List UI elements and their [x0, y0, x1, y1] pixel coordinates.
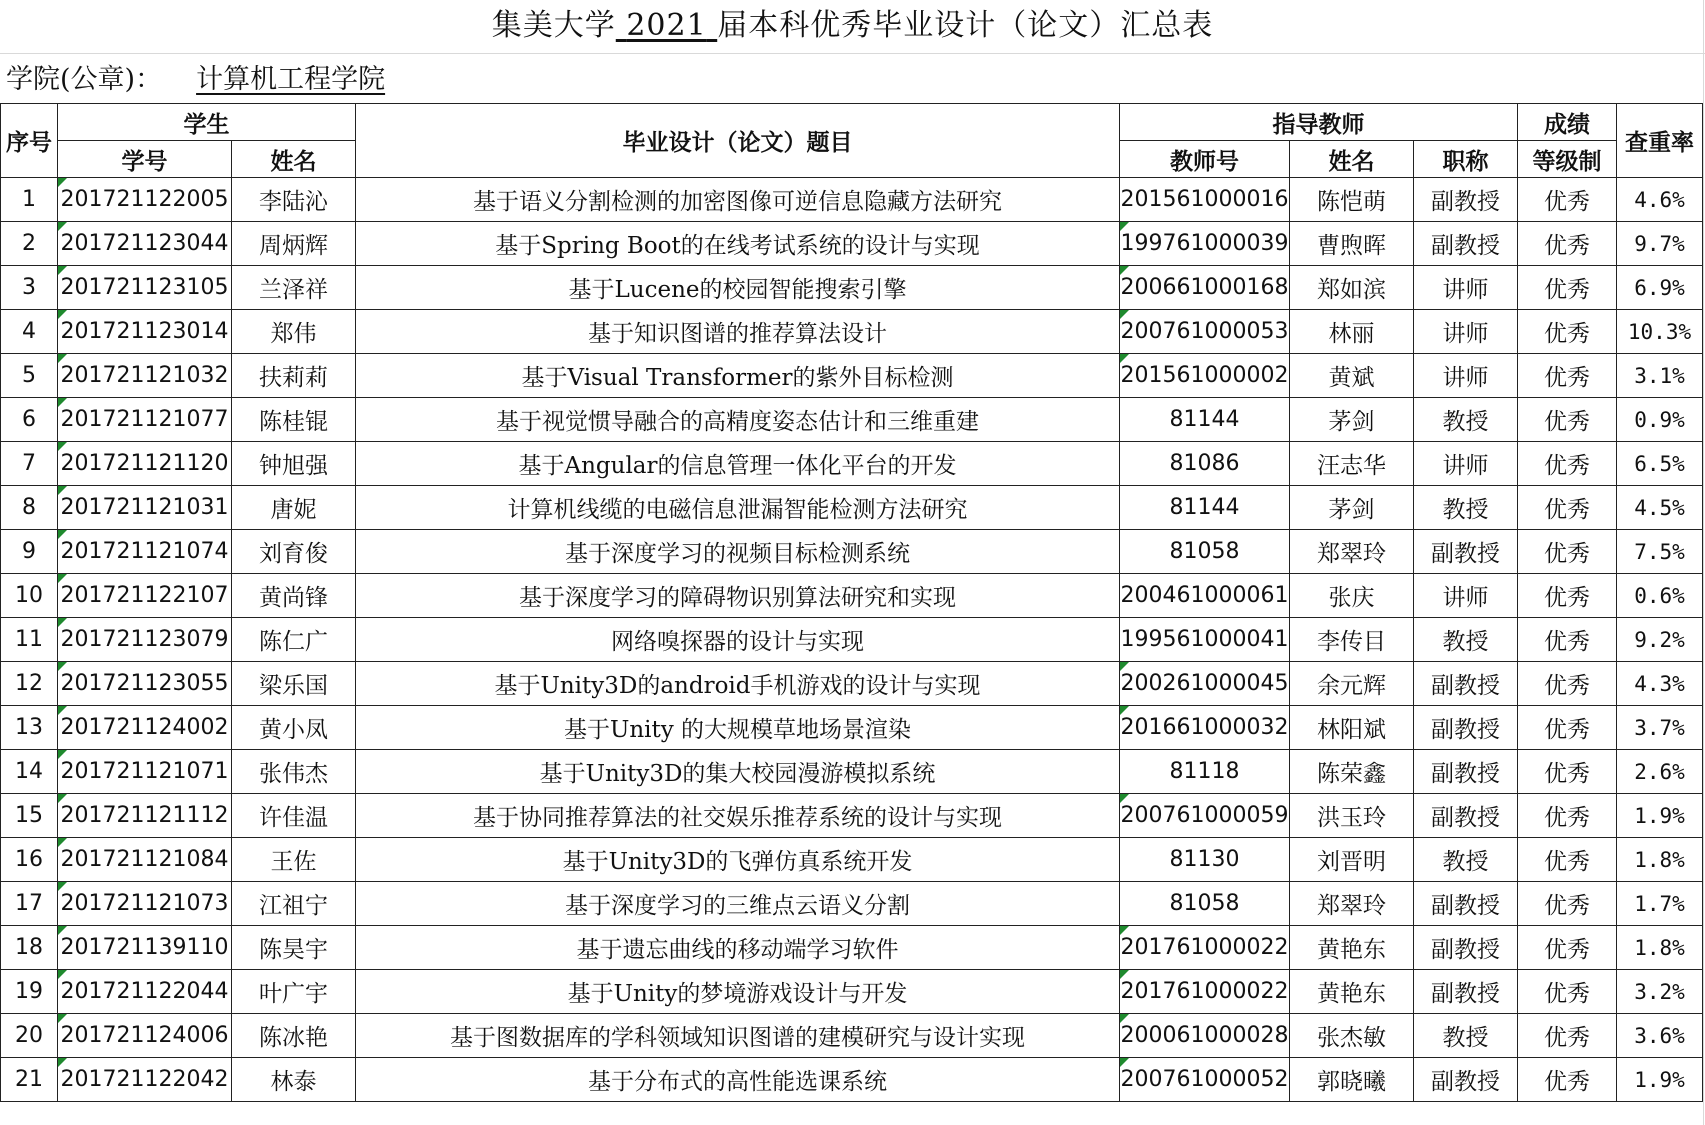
cell-similarity: 1.8%	[1617, 926, 1703, 970]
cell-student-id: 201721124006	[58, 1014, 232, 1058]
cell-student-name: 黄尚锋	[232, 574, 356, 618]
cell-student-name: 梁乐国	[232, 662, 356, 706]
cell-advisor-id: 200761000059	[1120, 794, 1290, 838]
cell-student-name: 叶广宇	[232, 970, 356, 1014]
cell-thesis-title: 基于深度学习的障碍物识别算法研究和实现	[356, 574, 1120, 618]
header-thesis-title: 毕业设计（论文）题目	[356, 104, 1120, 178]
title-year	[616, 8, 717, 43]
cell-student-id: 201721123105	[58, 266, 232, 310]
cell-grade: 优秀	[1518, 354, 1617, 398]
cell-advisor-name: 郑翠玲	[1290, 530, 1414, 574]
cell-similarity: 2.6%	[1617, 750, 1703, 794]
cell-advisor-name: 曹煦晖	[1290, 222, 1414, 266]
cell-student-id: 201721122107	[58, 574, 232, 618]
cell-advisor-rank: 讲师	[1414, 266, 1518, 310]
cell-advisor-rank: 副教授	[1414, 882, 1518, 926]
table-row	[1, 530, 1703, 574]
cell-grade: 优秀	[1518, 266, 1617, 310]
cell-advisor-rank: 副教授	[1414, 794, 1518, 838]
cell-grade: 优秀	[1518, 574, 1617, 618]
table-row	[1, 970, 1703, 1014]
cell-index: 12	[1, 662, 58, 706]
cell-grade: 优秀	[1518, 662, 1617, 706]
cell-index: 4	[1, 310, 58, 354]
header-grade-group: 成绩	[1518, 104, 1617, 141]
cell-advisor-name: 张庆	[1290, 574, 1414, 618]
cell-student-id: 201721121084	[58, 838, 232, 882]
cell-index: 14	[1, 750, 58, 794]
cell-grade: 优秀	[1518, 882, 1617, 926]
cell-advisor-rank: 副教授	[1414, 1058, 1518, 1102]
cell-advisor-name: 郑如滨	[1290, 266, 1414, 310]
cell-grade: 优秀	[1518, 618, 1617, 662]
cell-student-id: 201721121074	[58, 530, 232, 574]
cell-student-id: 201721121120	[58, 442, 232, 486]
cell-advisor-name: 刘晋明	[1290, 838, 1414, 882]
cell-similarity: 10.3%	[1617, 310, 1703, 354]
cell-grade: 优秀	[1518, 706, 1617, 750]
cell-advisor-rank: 教授	[1414, 618, 1518, 662]
cell-advisor-name: 茅剑	[1290, 398, 1414, 442]
table-row	[1, 178, 1703, 222]
summary-table	[0, 103, 1703, 1102]
cell-advisor-rank: 副教授	[1414, 178, 1518, 222]
cell-grade: 优秀	[1518, 1014, 1617, 1058]
cell-similarity: 1.7%	[1617, 882, 1703, 926]
cell-grade: 优秀	[1518, 794, 1617, 838]
cell-advisor-rank: 副教授	[1414, 750, 1518, 794]
cell-thesis-title: 基于图数据库的学科领域知识图谱的建模研究与设计实现	[356, 1014, 1120, 1058]
cell-index: 15	[1, 794, 58, 838]
header-student-id: 学号	[58, 141, 232, 178]
table-row	[1, 882, 1703, 926]
cell-similarity: 1.9%	[1617, 1058, 1703, 1102]
table-row	[1, 706, 1703, 750]
cell-advisor-name: 张杰敏	[1290, 1014, 1414, 1058]
cell-thesis-title: 基于视觉惯导融合的高精度姿态估计和三维重建	[356, 398, 1120, 442]
cell-student-name: 张伟杰	[232, 750, 356, 794]
cell-advisor-id: 81086	[1120, 442, 1290, 486]
cell-grade: 优秀	[1518, 530, 1617, 574]
cell-grade: 优秀	[1518, 442, 1617, 486]
cell-index: 2	[1, 222, 58, 266]
cell-thesis-title: 计算机线缆的电磁信息泄漏智能检测方法研究	[356, 486, 1120, 530]
cell-thesis-title: 基于Lucene的校园智能搜索引擎	[356, 266, 1120, 310]
cell-student-id: 201721121032	[58, 354, 232, 398]
cell-advisor-name: 黄艳东	[1290, 970, 1414, 1014]
cell-advisor-id: 200761000052	[1120, 1058, 1290, 1102]
cell-grade: 优秀	[1518, 926, 1617, 970]
cell-advisor-id: 200761000053	[1120, 310, 1290, 354]
cell-advisor-rank: 副教授	[1414, 222, 1518, 266]
header-advisor-id: 教师号	[1120, 141, 1290, 178]
cell-advisor-name: 林阳斌	[1290, 706, 1414, 750]
cell-advisor-name: 陈恺萌	[1290, 178, 1414, 222]
cell-thesis-title: 基于深度学习的视频目标检测系统	[356, 530, 1120, 574]
cell-thesis-title: 基于协同推荐算法的社交娱乐推荐系统的设计与实现	[356, 794, 1120, 838]
cell-advisor-id: 81144	[1120, 398, 1290, 442]
cell-advisor-rank: 副教授	[1414, 706, 1518, 750]
cell-index: 13	[1, 706, 58, 750]
cell-similarity: 4.6%	[1617, 178, 1703, 222]
cell-index: 20	[1, 1014, 58, 1058]
table-row	[1, 794, 1703, 838]
cell-thesis-title: 基于知识图谱的推荐算法设计	[356, 310, 1120, 354]
cell-advisor-id: 201761000022	[1120, 926, 1290, 970]
cell-grade: 优秀	[1518, 970, 1617, 1014]
header-student-group: 学生	[58, 104, 356, 141]
cell-grade: 优秀	[1518, 750, 1617, 794]
cell-student-name: 黄小凤	[232, 706, 356, 750]
cell-thesis-title: 基于语义分割检测的加密图像可逆信息隐藏方法研究	[356, 178, 1120, 222]
cell-advisor-id: 201761000022	[1120, 970, 1290, 1014]
cell-student-id: 201721124002	[58, 706, 232, 750]
cell-similarity: 4.5%	[1617, 486, 1703, 530]
cell-advisor-name: 陈荣鑫	[1290, 750, 1414, 794]
cell-similarity: 3.2%	[1617, 970, 1703, 1014]
cell-student-name: 陈仁广	[232, 618, 356, 662]
title-year-value: 2021	[626, 8, 707, 43]
cell-thesis-title: 基于Unity3D的android手机游戏的设计与实现	[356, 662, 1120, 706]
cell-similarity: 3.6%	[1617, 1014, 1703, 1058]
title-prefix: 集美大学	[491, 8, 616, 43]
cell-grade: 优秀	[1518, 1058, 1617, 1102]
cell-advisor-id: 200661000168	[1120, 266, 1290, 310]
cell-advisor-name: 李传目	[1290, 618, 1414, 662]
cell-student-id: 201721123055	[58, 662, 232, 706]
cell-advisor-id: 201661000032	[1120, 706, 1290, 750]
cell-student-name: 钟旭强	[232, 442, 356, 486]
cell-advisor-rank: 教授	[1414, 838, 1518, 882]
cell-student-id: 201721121112	[58, 794, 232, 838]
cell-student-name: 李陆沁	[232, 178, 356, 222]
cell-advisor-id: 81144	[1120, 486, 1290, 530]
cell-advisor-id: 81058	[1120, 882, 1290, 926]
header-grade-scale: 等级制	[1518, 141, 1617, 178]
cell-grade: 优秀	[1518, 178, 1617, 222]
table-body	[1, 178, 1703, 1102]
cell-student-name: 刘育俊	[232, 530, 356, 574]
table-row	[1, 1014, 1703, 1058]
cell-thesis-title: 基于Unity 的大规模草地场景渲染	[356, 706, 1120, 750]
cell-advisor-rank: 教授	[1414, 486, 1518, 530]
cell-student-name: 林泰	[232, 1058, 356, 1102]
cell-advisor-name: 郑翠玲	[1290, 882, 1414, 926]
cell-advisor-rank: 教授	[1414, 398, 1518, 442]
cell-advisor-id: 201561000016	[1120, 178, 1290, 222]
cell-similarity: 9.2%	[1617, 618, 1703, 662]
cell-student-name: 周炳辉	[232, 222, 356, 266]
cell-student-name: 陈桂锟	[232, 398, 356, 442]
sheet-gridline	[1703, 0, 1704, 1125]
header-similarity: 查重率	[1617, 104, 1703, 178]
cell-advisor-rank: 副教授	[1414, 970, 1518, 1014]
cell-student-id: 201721123079	[58, 618, 232, 662]
cell-student-id: 201721122005	[58, 178, 232, 222]
cell-student-id: 201721121073	[58, 882, 232, 926]
cell-similarity: 6.9%	[1617, 266, 1703, 310]
cell-thesis-title: 基于遗忘曲线的移动端学习软件	[356, 926, 1120, 970]
cell-advisor-id: 200461000061	[1120, 574, 1290, 618]
cell-index: 5	[1, 354, 58, 398]
cell-student-name: 王佐	[232, 838, 356, 882]
cell-advisor-rank: 副教授	[1414, 662, 1518, 706]
cell-advisor-name: 黄斌	[1290, 354, 1414, 398]
table-row	[1, 354, 1703, 398]
cell-advisor-rank: 副教授	[1414, 530, 1518, 574]
cell-index: 16	[1, 838, 58, 882]
cell-similarity: 1.8%	[1617, 838, 1703, 882]
cell-thesis-title: 基于Visual Transformer的紫外目标检测	[356, 354, 1120, 398]
cell-student-id: 201721121071	[58, 750, 232, 794]
cell-similarity: 6.5%	[1617, 442, 1703, 486]
title-suffix: 届本科优秀毕业设计（论文）汇总表	[717, 8, 1214, 43]
cell-similarity: 3.7%	[1617, 706, 1703, 750]
cell-advisor-name: 黄艳东	[1290, 926, 1414, 970]
cell-advisor-rank: 教授	[1414, 1014, 1518, 1058]
cell-thesis-title: 基于Angular的信息管理一体化平台的开发	[356, 442, 1120, 486]
table-row	[1, 574, 1703, 618]
cell-grade: 优秀	[1518, 398, 1617, 442]
cell-advisor-id: 81118	[1120, 750, 1290, 794]
cell-index: 7	[1, 442, 58, 486]
cell-student-id: 201721122042	[58, 1058, 232, 1102]
cell-advisor-rank: 讲师	[1414, 310, 1518, 354]
cell-student-id: 201721123044	[58, 222, 232, 266]
cell-similarity: 4.3%	[1617, 662, 1703, 706]
cell-similarity: 1.9%	[1617, 794, 1703, 838]
table-row	[1, 310, 1703, 354]
cell-index: 10	[1, 574, 58, 618]
header-row-1	[1, 104, 1703, 141]
table-row	[1, 750, 1703, 794]
cell-advisor-id: 200261000045	[1120, 662, 1290, 706]
cell-thesis-title: 基于Spring Boot的在线考试系统的设计与实现	[356, 222, 1120, 266]
cell-thesis-title: 基于Unity3D的飞弹仿真系统开发	[356, 838, 1120, 882]
college-line	[6, 60, 415, 100]
cell-similarity: 0.9%	[1617, 398, 1703, 442]
table-row	[1, 442, 1703, 486]
college-label: 学院(公章)：	[6, 64, 163, 95]
cell-student-name: 陈冰艳	[232, 1014, 356, 1058]
cell-advisor-name: 汪志华	[1290, 442, 1414, 486]
document-title	[0, 0, 1705, 52]
cell-thesis-title: 基于Unity的梦境游戏设计与开发	[356, 970, 1120, 1014]
table-row	[1, 618, 1703, 662]
cell-student-name: 许佳温	[232, 794, 356, 838]
header-index: 序号	[1, 104, 58, 178]
cell-student-name: 扶莉莉	[232, 354, 356, 398]
header-advisor-rank: 职称	[1414, 141, 1518, 178]
cell-grade: 优秀	[1518, 838, 1617, 882]
table-row	[1, 266, 1703, 310]
cell-advisor-name: 茅剑	[1290, 486, 1414, 530]
cell-student-name: 郑伟	[232, 310, 356, 354]
table-row	[1, 662, 1703, 706]
cell-advisor-id: 201561000002	[1120, 354, 1290, 398]
cell-thesis-title: 基于分布式的高性能选课系统	[356, 1058, 1120, 1102]
header-advisor-name: 姓名	[1290, 141, 1414, 178]
cell-similarity: 9.7%	[1617, 222, 1703, 266]
cell-advisor-id: 200061000028	[1120, 1014, 1290, 1058]
cell-student-name: 唐妮	[232, 486, 356, 530]
header-advisor-group: 指导教师	[1120, 104, 1518, 141]
cell-student-id: 201721121031	[58, 486, 232, 530]
cell-similarity: 0.6%	[1617, 574, 1703, 618]
cell-thesis-title: 基于Unity3D的集大校园漫游模拟系统	[356, 750, 1120, 794]
table-row	[1, 838, 1703, 882]
cell-advisor-id: 199561000041	[1120, 618, 1290, 662]
cell-index: 11	[1, 618, 58, 662]
cell-index: 8	[1, 486, 58, 530]
cell-advisor-name: 林丽	[1290, 310, 1414, 354]
cell-index: 3	[1, 266, 58, 310]
header-student-name: 姓名	[232, 141, 356, 178]
cell-student-name: 江祖宁	[232, 882, 356, 926]
title-divider	[0, 53, 1705, 54]
cell-similarity: 7.5%	[1617, 530, 1703, 574]
cell-thesis-title: 网络嗅探器的设计与实现	[356, 618, 1120, 662]
cell-advisor-id: 81058	[1120, 530, 1290, 574]
cell-index: 18	[1, 926, 58, 970]
table-row	[1, 486, 1703, 530]
cell-advisor-rank: 讲师	[1414, 354, 1518, 398]
cell-advisor-name: 余元辉	[1290, 662, 1414, 706]
cell-advisor-id: 81130	[1120, 838, 1290, 882]
cell-advisor-rank: 副教授	[1414, 926, 1518, 970]
cell-thesis-title: 基于深度学习的三维点云语义分割	[356, 882, 1120, 926]
cell-advisor-name: 洪玉玲	[1290, 794, 1414, 838]
cell-grade: 优秀	[1518, 222, 1617, 266]
cell-index: 21	[1, 1058, 58, 1102]
cell-index: 1	[1, 178, 58, 222]
cell-advisor-rank: 讲师	[1414, 442, 1518, 486]
cell-student-name: 陈昊宇	[232, 926, 356, 970]
cell-advisor-name: 郭晓曦	[1290, 1058, 1414, 1102]
table-row	[1, 222, 1703, 266]
cell-index: 17	[1, 882, 58, 926]
cell-index: 9	[1, 530, 58, 574]
cell-advisor-rank: 讲师	[1414, 574, 1518, 618]
cell-grade: 优秀	[1518, 310, 1617, 354]
cell-index: 6	[1, 398, 58, 442]
cell-advisor-id: 199761000039	[1120, 222, 1290, 266]
table-row	[1, 398, 1703, 442]
cell-student-id: 201721121077	[58, 398, 232, 442]
cell-student-id: 201721122044	[58, 970, 232, 1014]
cell-student-id: 201721123014	[58, 310, 232, 354]
cell-similarity: 3.1%	[1617, 354, 1703, 398]
cell-index: 19	[1, 970, 58, 1014]
table-row	[1, 926, 1703, 970]
cell-student-id: 201721139110	[58, 926, 232, 970]
college-name: 计算机工程学院	[196, 64, 386, 95]
table-row	[1, 1058, 1703, 1102]
cell-grade: 优秀	[1518, 486, 1617, 530]
cell-student-name: 兰泽祥	[232, 266, 356, 310]
